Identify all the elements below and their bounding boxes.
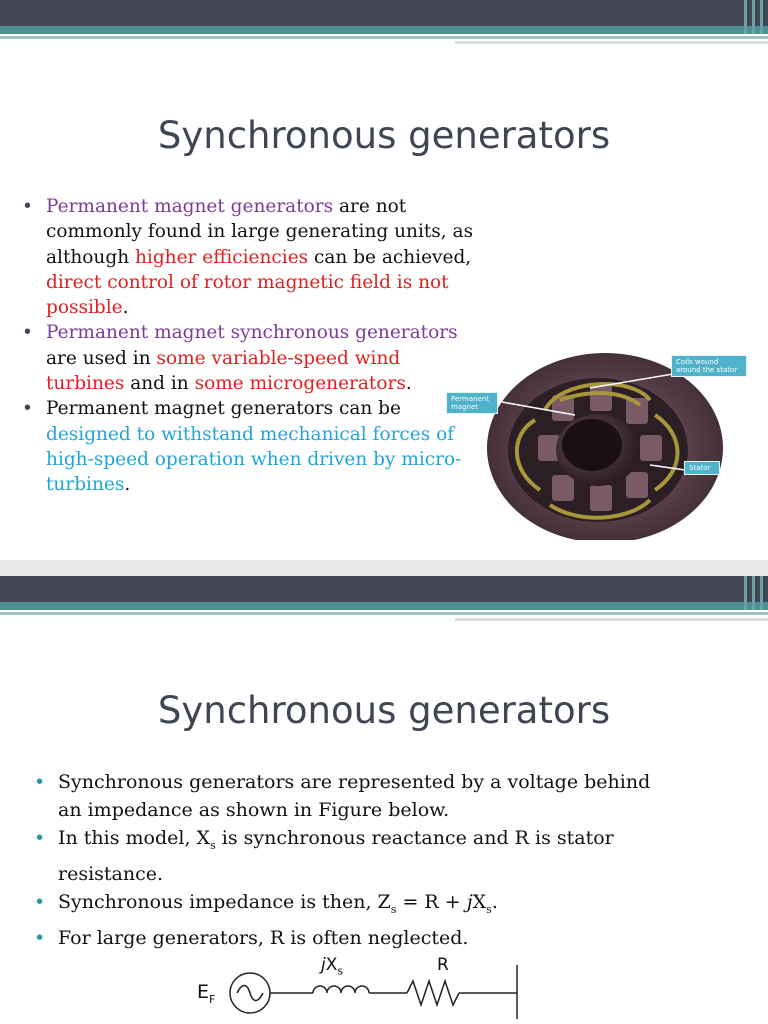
bullet-text: are not commonly found in large generating units, as although — [46, 196, 474, 268]
bullet-text: . — [405, 373, 412, 395]
resistor-label: R — [437, 955, 449, 975]
header-vbar-1 — [744, 0, 747, 34]
label-permanent-magnet: Permanent magnet — [446, 392, 498, 414]
bullet-dot: • — [34, 771, 46, 793]
resistor-icon — [407, 981, 459, 1005]
slide-title: Synchronous generators — [157, 114, 611, 157]
header-band — [0, 0, 768, 26]
bullet-dot: • — [22, 196, 33, 217]
bullet-text-highlight: Permanent magnet synchronous generators — [46, 322, 458, 344]
bullet-text: . — [122, 297, 129, 319]
bullet-item — [22, 320, 466, 396]
bullet-text-highlight: higher efficiencies — [135, 246, 309, 268]
header-gray-band — [455, 618, 768, 621]
subscript: s — [486, 902, 492, 916]
bullet-text-highlight: Permanent magnet generators — [46, 196, 334, 217]
header-thin-band — [0, 36, 768, 39]
bullet-text: In this model, X — [58, 827, 211, 849]
bullet-text: Synchronous generators are represented by a voltage behind an impedance as shown in Figure below. — [58, 771, 651, 821]
bullet-text: = R + — [396, 890, 467, 913]
bullet-text: are used in — [46, 347, 157, 369]
bullet-text: For large generators, R is often neglected. — [58, 926, 469, 949]
header-band — [0, 576, 768, 602]
source-label: $E_F$ — [197, 981, 216, 1006]
bullet-text: Permanent magnet generators can be — [46, 398, 401, 420]
bullet-text: X — [472, 890, 487, 913]
label-stator: Stator — [684, 461, 720, 475]
bullet-item — [34, 824, 714, 888]
bullet-dot: • — [22, 322, 33, 344]
sine-wave-icon — [237, 986, 263, 1001]
bullet-text: Synchronous impedance is then, Z — [58, 890, 391, 913]
header-accent-band — [0, 602, 768, 610]
header-vbar-2 — [752, 0, 755, 34]
bullet-text: is synchronous reactance and R is stator resistance. — [58, 827, 614, 885]
bullet-dot: • — [34, 890, 46, 913]
header-accent-band — [0, 26, 768, 34]
bullet-text: . — [124, 474, 131, 496]
bullet-item — [34, 768, 678, 824]
header-thin-band — [0, 612, 768, 615]
italic-j: j — [466, 890, 473, 913]
circuit-diagram — [195, 951, 535, 1021]
reactance-label: $jX_s$ — [321, 955, 344, 978]
slide-separator — [0, 560, 768, 576]
header-vbar-3 — [760, 0, 763, 34]
subscript: s — [210, 838, 216, 852]
subscript: s — [390, 902, 397, 916]
bullet-text-highlight: direct control of rotor magnetic field is not possible — [46, 271, 449, 319]
slide-title: Synchronous generators — [157, 689, 611, 732]
bullet-dot: • — [34, 926, 46, 949]
bullet-text: and in — [124, 373, 195, 395]
bullet-text: can be achieved, — [308, 246, 472, 268]
header-gray-band — [455, 41, 768, 44]
slide-2 — [0, 576, 768, 1024]
label-coils: Coils wound around the stator — [671, 355, 747, 377]
bullet-text-highlight: some microgenerators — [194, 373, 406, 395]
bullet-text-highlight: designed to withstand mechanical forces of high-speed operation when driven by micro-turbines — [46, 423, 462, 496]
bullet-item — [22, 396, 476, 497]
bullet-item — [34, 888, 714, 924]
generator-figure — [440, 340, 768, 540]
header-vbar-1 — [744, 576, 747, 610]
bullet-dot: • — [34, 827, 46, 849]
circuit-svg — [195, 951, 535, 1021]
bullet-item — [22, 194, 482, 320]
bullet-text-highlight: some variable-speed wind turbines — [46, 347, 401, 395]
inductor-icon — [313, 986, 369, 993]
bullet-list — [34, 768, 714, 952]
bullet-dot: • — [22, 398, 33, 420]
bullet-text: . — [491, 890, 498, 913]
header-vbar-2 — [752, 576, 755, 610]
bullet-list — [22, 194, 482, 498]
header-vbar-3 — [760, 576, 763, 610]
bullet-item — [34, 924, 714, 952]
